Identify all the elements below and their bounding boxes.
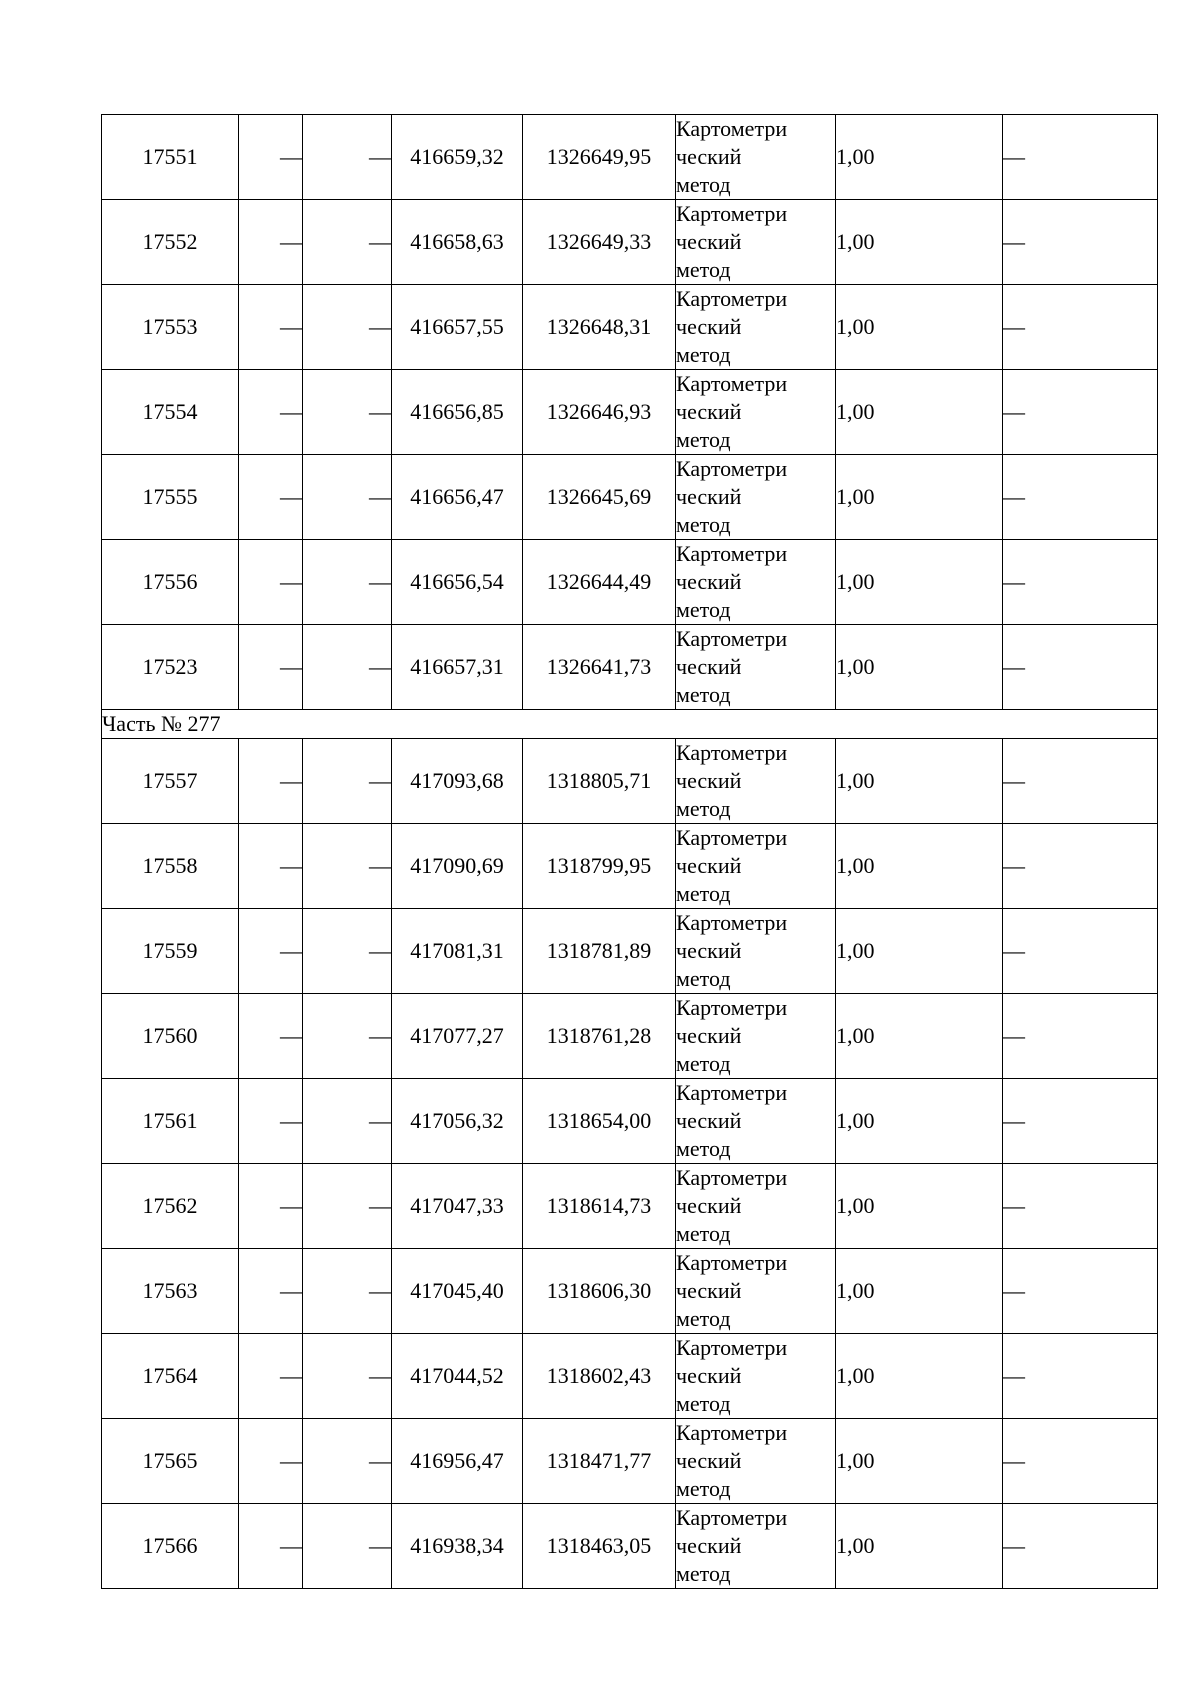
accuracy-cell: 1,00 — [836, 909, 1003, 994]
dash-cell: — — [239, 1334, 303, 1419]
method-text-line: Картометри — [676, 1250, 788, 1275]
dash-cell: — — [1003, 370, 1158, 455]
method-cell — [676, 455, 836, 540]
dash-cell: — — [1003, 1164, 1158, 1249]
dash-cell: — — [239, 200, 303, 285]
dash-cell: — — [303, 1334, 392, 1419]
y-coordinate-cell: 1318471,77 — [523, 1419, 676, 1504]
dash-cell: — — [1003, 994, 1158, 1079]
accuracy-cell: 1,00 — [836, 1334, 1003, 1419]
x-coordinate-cell: 416656,47 — [392, 455, 523, 540]
method-cell — [676, 115, 836, 200]
method-text-line: метод — [676, 427, 731, 452]
method-text-line: ческий — [676, 1448, 742, 1473]
dash-cell: — — [239, 739, 303, 824]
table-row — [102, 1419, 1158, 1504]
section-title: Часть № 277 — [102, 710, 1158, 739]
accuracy-cell: 1,00 — [836, 200, 1003, 285]
x-coordinate-cell: 416938,34 — [392, 1504, 523, 1589]
y-coordinate-cell: 1326646,93 — [523, 370, 676, 455]
point-number-cell: 17559 — [102, 909, 239, 994]
method-text-line: Картометри — [676, 740, 788, 765]
point-number-cell: 17552 — [102, 200, 239, 285]
dash-cell: — — [303, 1249, 392, 1334]
table-row — [102, 994, 1158, 1079]
point-number-cell: 17555 — [102, 455, 239, 540]
method-text-line: метод — [676, 512, 731, 537]
dash-cell: — — [239, 824, 303, 909]
method-text-line: ческий — [676, 1023, 742, 1048]
table-row — [102, 1504, 1158, 1589]
y-coordinate-cell: 1318805,71 — [523, 739, 676, 824]
dash-cell: — — [303, 115, 392, 200]
dash-cell: — — [303, 1079, 392, 1164]
method-text-line: ческий — [676, 484, 742, 509]
dash-cell: — — [1003, 1334, 1158, 1419]
x-coordinate-cell: 416657,55 — [392, 285, 523, 370]
y-coordinate-cell: 1318781,89 — [523, 909, 676, 994]
method-text-line: ческий — [676, 399, 742, 424]
dash-cell: — — [303, 200, 392, 285]
y-coordinate-cell: 1326645,69 — [523, 455, 676, 540]
point-number-cell: 17558 — [102, 824, 239, 909]
accuracy-cell: 1,00 — [836, 1504, 1003, 1589]
x-coordinate-cell: 416658,63 — [392, 200, 523, 285]
y-coordinate-cell: 1318761,28 — [523, 994, 676, 1079]
method-text-line: Картометри — [676, 116, 788, 141]
method-text-line: метод — [676, 172, 731, 197]
table-row — [102, 1079, 1158, 1164]
point-number-cell: 17553 — [102, 285, 239, 370]
dash-cell: — — [1003, 285, 1158, 370]
method-text-line: ческий — [676, 1363, 742, 1388]
dash-cell: — — [1003, 1419, 1158, 1504]
method-text-line: ческий — [676, 569, 742, 594]
section-header-row — [102, 710, 1158, 739]
accuracy-cell: 1,00 — [836, 455, 1003, 540]
method-cell — [676, 1079, 836, 1164]
dash-cell: — — [1003, 1504, 1158, 1589]
method-cell — [676, 1249, 836, 1334]
x-coordinate-cell: 417044,52 — [392, 1334, 523, 1419]
y-coordinate-cell: 1326641,73 — [523, 625, 676, 710]
table-row — [102, 540, 1158, 625]
method-text-line: Картометри — [676, 825, 788, 850]
table-row — [102, 370, 1158, 455]
method-text-line: метод — [676, 597, 731, 622]
method-text-line: метод — [676, 1306, 731, 1331]
dash-cell: — — [303, 909, 392, 994]
point-number-cell: 17563 — [102, 1249, 239, 1334]
method-text-line: метод — [676, 1221, 731, 1246]
method-text-line: ческий — [676, 1278, 742, 1303]
y-coordinate-cell: 1318463,05 — [523, 1504, 676, 1589]
x-coordinate-cell: 417081,31 — [392, 909, 523, 994]
accuracy-cell: 1,00 — [836, 115, 1003, 200]
x-coordinate-cell: 417056,32 — [392, 1079, 523, 1164]
accuracy-cell: 1,00 — [836, 739, 1003, 824]
method-cell — [676, 1334, 836, 1419]
dash-cell: — — [303, 739, 392, 824]
y-coordinate-cell: 1326648,31 — [523, 285, 676, 370]
method-cell — [676, 540, 836, 625]
method-text-line: Картометри — [676, 1335, 788, 1360]
method-text-line: ческий — [676, 229, 742, 254]
method-text-line: Картометри — [676, 995, 788, 1020]
method-cell — [676, 625, 836, 710]
dash-cell: — — [1003, 739, 1158, 824]
y-coordinate-cell: 1326649,95 — [523, 115, 676, 200]
table-row — [102, 1334, 1158, 1419]
method-text-line: ческий — [676, 768, 742, 793]
method-text-line: ческий — [676, 938, 742, 963]
dash-cell: — — [1003, 200, 1158, 285]
method-cell — [676, 1419, 836, 1504]
point-number-cell: 17562 — [102, 1164, 239, 1249]
accuracy-cell: 1,00 — [836, 994, 1003, 1079]
method-text-line: Картометри — [676, 541, 788, 566]
method-text-line: Картометри — [676, 201, 788, 226]
dash-cell: — — [303, 540, 392, 625]
dash-cell: — — [239, 285, 303, 370]
x-coordinate-cell: 416657,31 — [392, 625, 523, 710]
point-number-cell: 17556 — [102, 540, 239, 625]
y-coordinate-cell: 1326644,49 — [523, 540, 676, 625]
dash-cell: — — [1003, 625, 1158, 710]
method-cell — [676, 1164, 836, 1249]
dash-cell: — — [1003, 824, 1158, 909]
method-text-line: метод — [676, 682, 731, 707]
dash-cell: — — [303, 824, 392, 909]
method-cell — [676, 370, 836, 455]
y-coordinate-cell: 1318654,00 — [523, 1079, 676, 1164]
dash-cell: — — [1003, 909, 1158, 994]
x-coordinate-cell: 417045,40 — [392, 1249, 523, 1334]
method-text-line: метод — [676, 257, 731, 282]
method-text-line: метод — [676, 881, 731, 906]
method-text-line: Картометри — [676, 371, 788, 396]
method-text-line: ческий — [676, 654, 742, 679]
accuracy-cell: 1,00 — [836, 1079, 1003, 1164]
method-text-line: метод — [676, 1051, 731, 1076]
point-number-cell: 17561 — [102, 1079, 239, 1164]
accuracy-cell: 1,00 — [836, 1419, 1003, 1504]
table-body — [102, 115, 1158, 1589]
method-text-line: ческий — [676, 1108, 742, 1133]
dash-cell: — — [239, 909, 303, 994]
y-coordinate-cell: 1318614,73 — [523, 1164, 676, 1249]
accuracy-cell: 1,00 — [836, 540, 1003, 625]
x-coordinate-cell: 417093,68 — [392, 739, 523, 824]
method-text-line: Картометри — [676, 1420, 788, 1445]
method-text-line: метод — [676, 1136, 731, 1161]
method-cell — [676, 994, 836, 1079]
point-number-cell: 17564 — [102, 1334, 239, 1419]
method-cell — [676, 285, 836, 370]
method-text-line: ческий — [676, 1193, 742, 1218]
method-cell — [676, 1504, 836, 1589]
method-text-line: метод — [676, 1476, 731, 1501]
table-row — [102, 455, 1158, 540]
dash-cell: — — [1003, 115, 1158, 200]
dash-cell: — — [239, 994, 303, 1079]
dash-cell: — — [303, 625, 392, 710]
x-coordinate-cell: 416956,47 — [392, 1419, 523, 1504]
dash-cell: — — [239, 1164, 303, 1249]
table-row — [102, 1249, 1158, 1334]
method-text-line: ческий — [676, 144, 742, 169]
dash-cell: — — [239, 1504, 303, 1589]
table-row — [102, 1164, 1158, 1249]
dash-cell: — — [303, 455, 392, 540]
method-cell — [676, 739, 836, 824]
x-coordinate-cell: 416656,54 — [392, 540, 523, 625]
y-coordinate-cell: 1318799,95 — [523, 824, 676, 909]
table-row — [102, 625, 1158, 710]
dash-cell: — — [303, 285, 392, 370]
dash-cell: — — [303, 1164, 392, 1249]
method-text-line: ческий — [676, 1533, 742, 1558]
accuracy-cell: 1,00 — [836, 1164, 1003, 1249]
method-text-line: Картометри — [676, 1505, 788, 1530]
method-text-line: ческий — [676, 853, 742, 878]
dash-cell: — — [303, 1504, 392, 1589]
dash-cell: — — [239, 370, 303, 455]
dash-cell: — — [303, 1419, 392, 1504]
method-text-line: Картометри — [676, 1080, 788, 1105]
dash-cell: — — [239, 1079, 303, 1164]
dash-cell: — — [303, 370, 392, 455]
dash-cell: — — [239, 625, 303, 710]
accuracy-cell: 1,00 — [836, 824, 1003, 909]
x-coordinate-cell: 416656,85 — [392, 370, 523, 455]
method-cell — [676, 200, 836, 285]
method-text-line: Картометри — [676, 456, 788, 481]
method-text-line: Картометри — [676, 286, 788, 311]
x-coordinate-cell: 417077,27 — [392, 994, 523, 1079]
method-cell — [676, 909, 836, 994]
x-coordinate-cell: 417047,33 — [392, 1164, 523, 1249]
accuracy-cell: 1,00 — [836, 1249, 1003, 1334]
method-cell — [676, 824, 836, 909]
dash-cell: — — [239, 115, 303, 200]
y-coordinate-cell: 1318602,43 — [523, 1334, 676, 1419]
accuracy-cell: 1,00 — [836, 370, 1003, 455]
table-row — [102, 909, 1158, 994]
method-text-line: ческий — [676, 314, 742, 339]
table-row — [102, 739, 1158, 824]
dash-cell: — — [303, 994, 392, 1079]
method-text-line: метод — [676, 966, 731, 991]
point-number-cell: 17554 — [102, 370, 239, 455]
x-coordinate-cell: 416659,32 — [392, 115, 523, 200]
point-number-cell: 17566 — [102, 1504, 239, 1589]
table-row — [102, 115, 1158, 200]
method-text-line: метод — [676, 1391, 731, 1416]
dash-cell: — — [1003, 1249, 1158, 1334]
y-coordinate-cell: 1326649,33 — [523, 200, 676, 285]
method-text-line: метод — [676, 1561, 731, 1586]
dash-cell: — — [1003, 540, 1158, 625]
accuracy-cell: 1,00 — [836, 625, 1003, 710]
dash-cell: — — [239, 540, 303, 625]
point-number-cell: 17565 — [102, 1419, 239, 1504]
method-text-line: метод — [676, 342, 731, 367]
dash-cell: — — [239, 1419, 303, 1504]
point-number-cell: 17551 — [102, 115, 239, 200]
method-text-line: Картометри — [676, 1165, 788, 1190]
dash-cell: — — [239, 455, 303, 540]
dash-cell: — — [1003, 455, 1158, 540]
point-number-cell: 17560 — [102, 994, 239, 1079]
point-number-cell: 17557 — [102, 739, 239, 824]
dash-cell: — — [239, 1249, 303, 1334]
x-coordinate-cell: 417090,69 — [392, 824, 523, 909]
table-row — [102, 200, 1158, 285]
method-text-line: Картометри — [676, 626, 788, 651]
method-text-line: метод — [676, 796, 731, 821]
point-number-cell: 17523 — [102, 625, 239, 710]
accuracy-cell: 1,00 — [836, 285, 1003, 370]
coordinates-table — [101, 114, 1158, 1589]
table-row — [102, 824, 1158, 909]
y-coordinate-cell: 1318606,30 — [523, 1249, 676, 1334]
dash-cell: — — [1003, 1079, 1158, 1164]
table-row — [102, 285, 1158, 370]
method-text-line: Картометри — [676, 910, 788, 935]
